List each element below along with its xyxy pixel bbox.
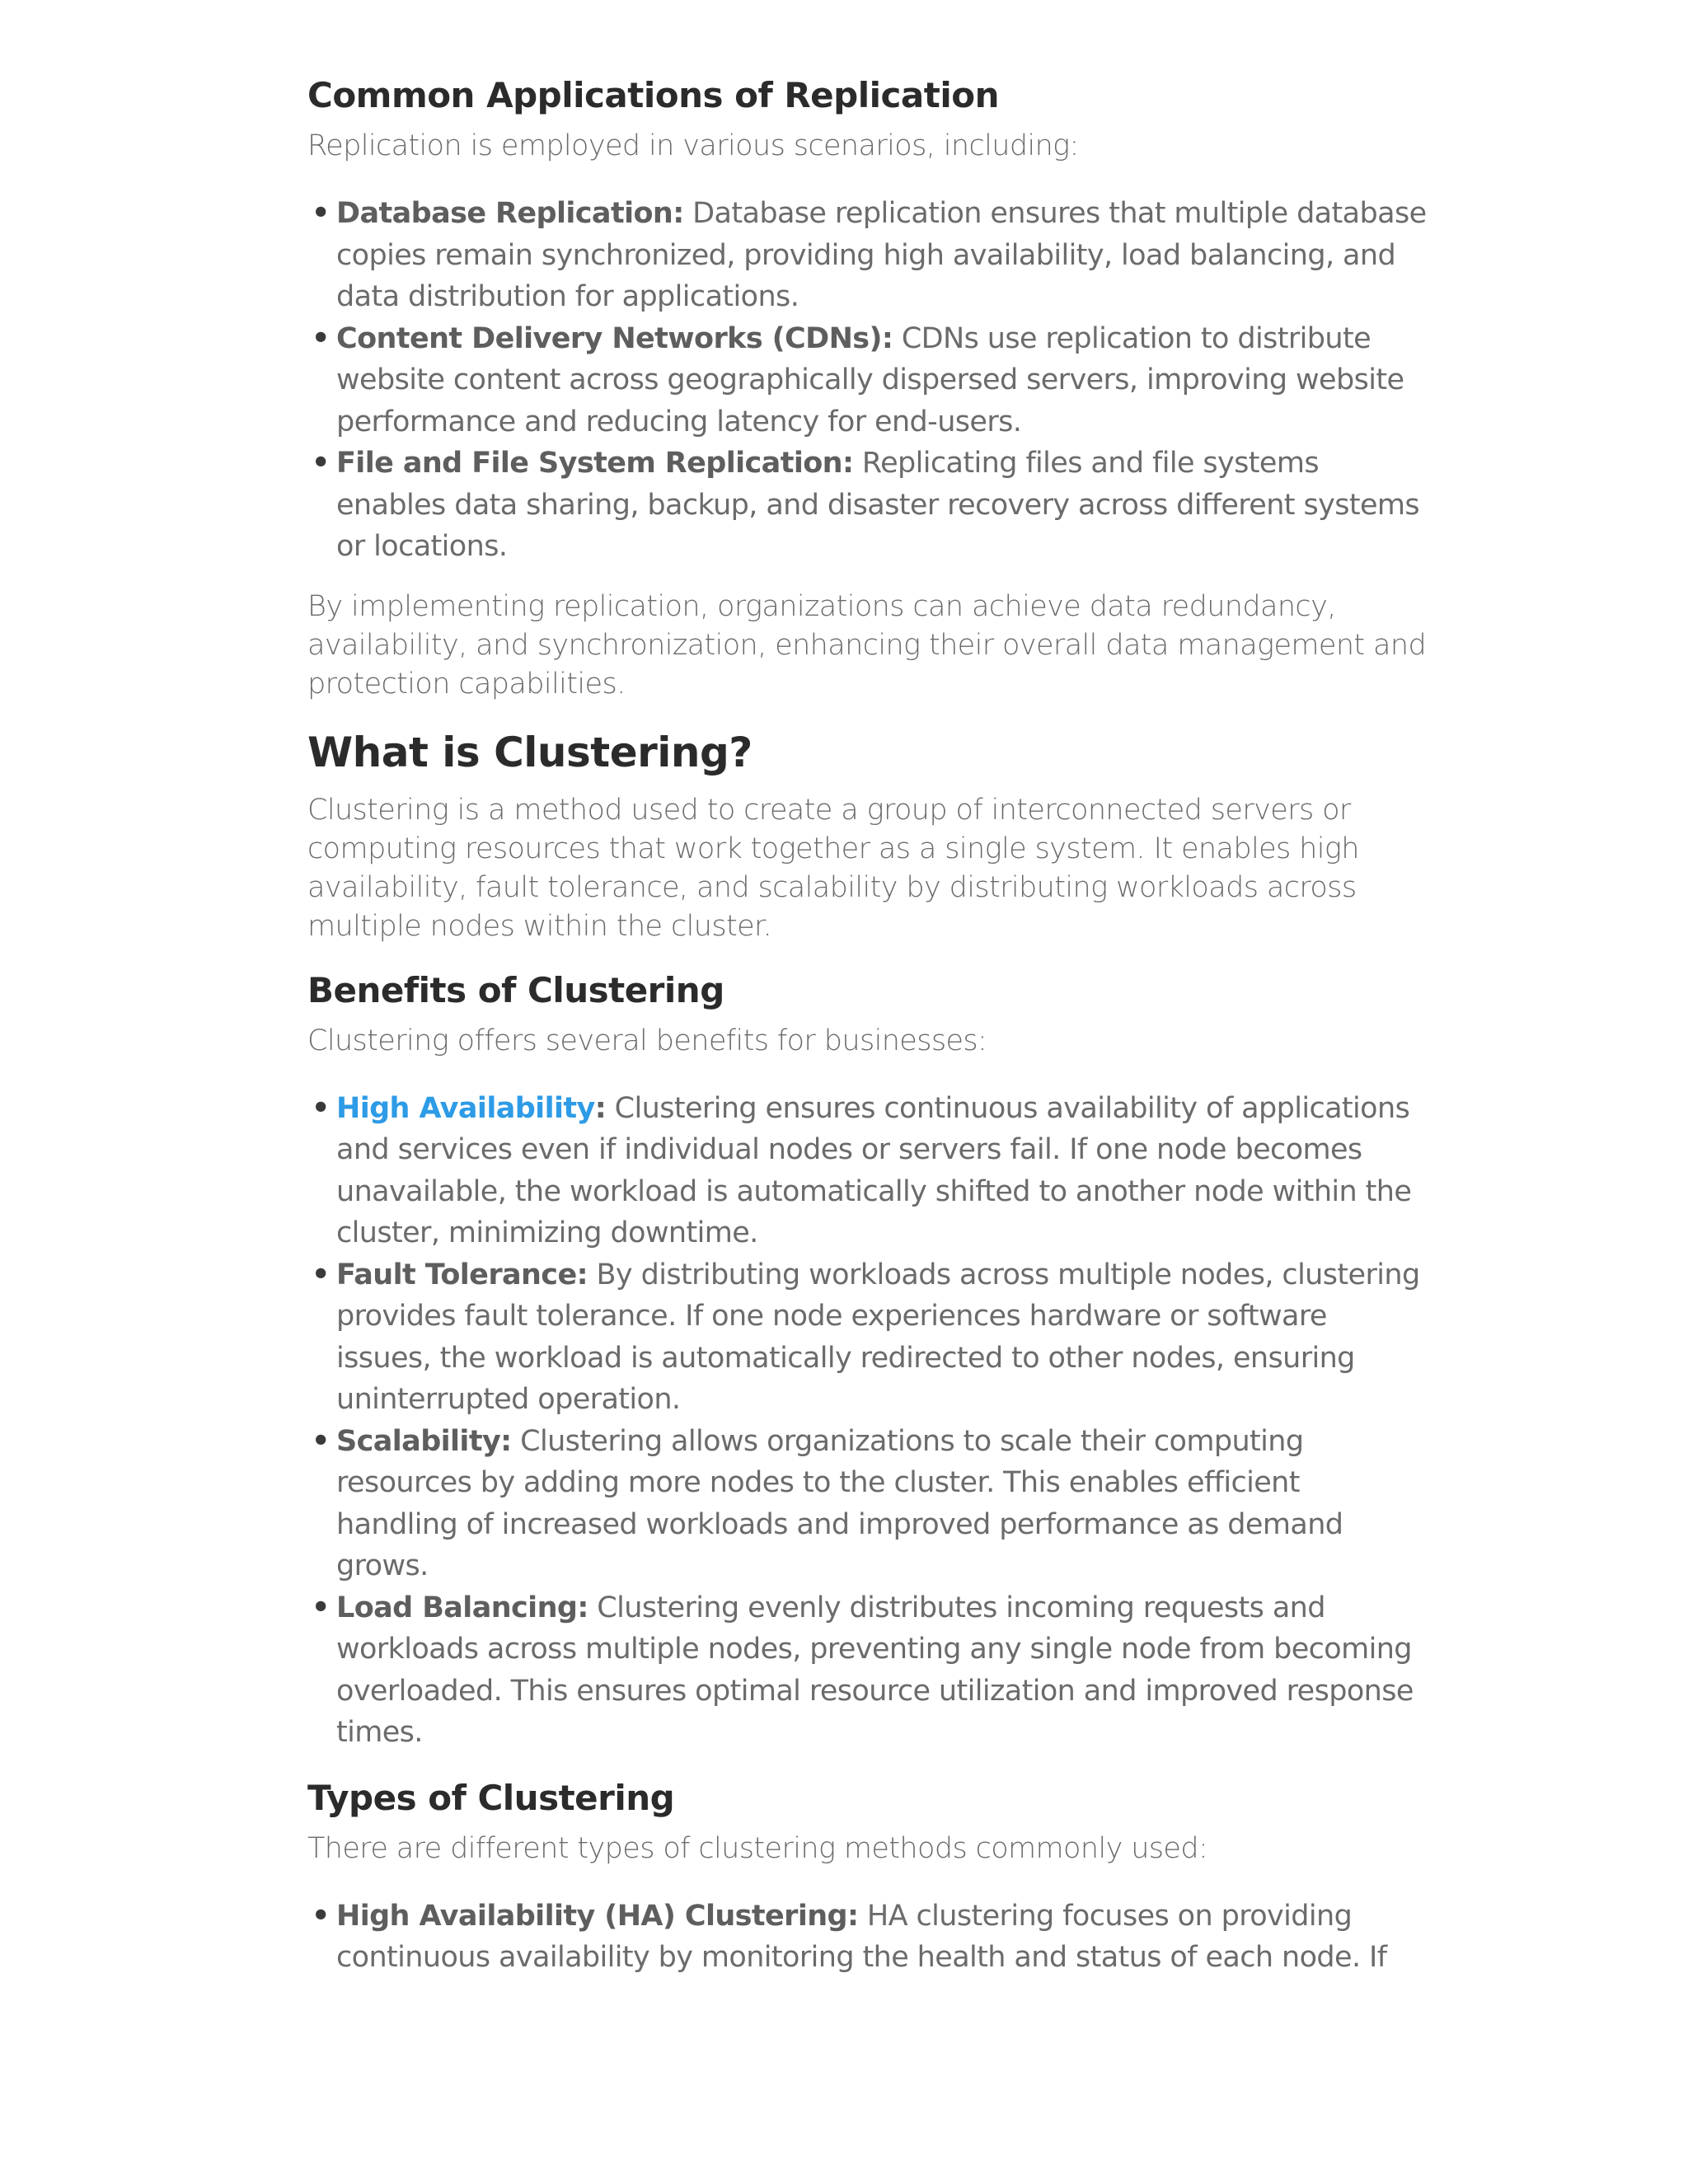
list-item-term: High Availability (HA) Clustering: bbox=[336, 1899, 859, 1933]
list-item bbox=[312, 193, 1428, 318]
list-item-text: By distributing workloads across multiple nodes, clustering provides fault tolerance. If one node experiences hardware or software issues, the workload is automatically redirected to other nodes, ensuring uninterrupted operation. bbox=[336, 1258, 1420, 1416]
section-title-common-applications: Common Applications of Replication bbox=[307, 75, 999, 115]
types-list bbox=[307, 1896, 1428, 1979]
bullet-icon: • bbox=[312, 1424, 330, 1458]
list-item-term: Database Replication: bbox=[336, 197, 684, 230]
list-item bbox=[312, 1421, 1428, 1587]
section-title-types: Types of Clustering bbox=[307, 1777, 675, 1818]
bullet-icon: • bbox=[312, 1899, 330, 1933]
section-outro-common-applications: By implementing replication, organizations can achieve data redundancy, availability, and synchronization, enhancing their overall data management and protection capabilities. bbox=[307, 589, 1427, 701]
bullet-icon: • bbox=[312, 321, 330, 355]
bullet-icon: • bbox=[312, 1091, 330, 1125]
list-item bbox=[312, 1254, 1428, 1421]
bullet-icon: • bbox=[312, 447, 330, 480]
list-item-text: Clustering ensures continuous availability of applications and services even if individual nodes or servers fail. If one node becomes unavailable, the workload is automatically shifted to another node within the cluster, minimizing downtime. bbox=[336, 1091, 1412, 1249]
list-item-text: Replicating files and file systems enables data sharing, backup, and disaster recovery across different systems or locations. bbox=[336, 447, 1420, 563]
section-intro-benefits: Clustering offers several benefits for businesses: bbox=[307, 1024, 987, 1057]
list-item bbox=[312, 443, 1428, 568]
list-item-text: Clustering allows organizations to scale their computing resources by adding more nodes to the cluster. This enables efficient handling of increased workloads and improved performance as demand grows. bbox=[336, 1424, 1343, 1582]
list-item-text: Database replication ensures that multiple database copies remain synchronized, providing high availability, load balancing, and data distribution for applications. bbox=[336, 197, 1427, 313]
section-title-what-is-clustering: What is Clustering? bbox=[307, 728, 753, 776]
document-page bbox=[307, 73, 1428, 1979]
bullet-icon: • bbox=[312, 197, 330, 230]
high-availability-link[interactable] bbox=[336, 1092, 595, 1125]
list-item-term: Fault Tolerance: bbox=[336, 1258, 588, 1291]
list-item-term-colon: : bbox=[594, 1091, 607, 1125]
list-item-text: HA clustering focuses on providing continuous availability by monitoring the health and status of each node. If bbox=[336, 1899, 1387, 1974]
link-text[interactable]: High Availability bbox=[336, 1091, 595, 1125]
common-applications-list bbox=[307, 193, 1428, 568]
list-item-text: CDNs use replication to distribute website content across geographically dispersed servers, improving website performance and reducing latency for end-users. bbox=[336, 321, 1404, 438]
bullet-icon: • bbox=[312, 1591, 330, 1624]
section-intro-types: There are different types of clustering methods commonly used: bbox=[307, 1831, 1208, 1865]
list-item bbox=[312, 1088, 1428, 1254]
benefits-list bbox=[307, 1088, 1428, 1754]
bullet-icon: • bbox=[312, 1258, 330, 1291]
section-body-what-is-clustering: Clustering is a method used to create a group of interconnected servers or computing resources that work together as a single system. It enables high availability, fault tolerance, and scalability by distributing workloads across multiple nodes within the cluster. bbox=[307, 793, 1359, 943]
list-item bbox=[312, 1896, 1428, 1979]
list-item bbox=[312, 318, 1428, 443]
section-title-benefits: Benefits of Clustering bbox=[307, 969, 724, 1010]
list-item-text: Clustering evenly distributes incoming requests and workloads across multiple nodes, preventing any single node from becoming overloaded. This ensures optimal resource utilization and improved response times. bbox=[336, 1591, 1414, 1749]
section-intro-common-applications: Replication is employed in various scenarios, including: bbox=[307, 129, 1079, 162]
list-item-term: Content Delivery Networks (CDNs): bbox=[336, 321, 893, 355]
list-item-term: Load Balancing: bbox=[336, 1591, 588, 1624]
list-item bbox=[312, 1587, 1428, 1754]
list-item-term: Scalability: bbox=[336, 1424, 512, 1458]
list-item-term: File and File System Replication: bbox=[336, 447, 854, 480]
